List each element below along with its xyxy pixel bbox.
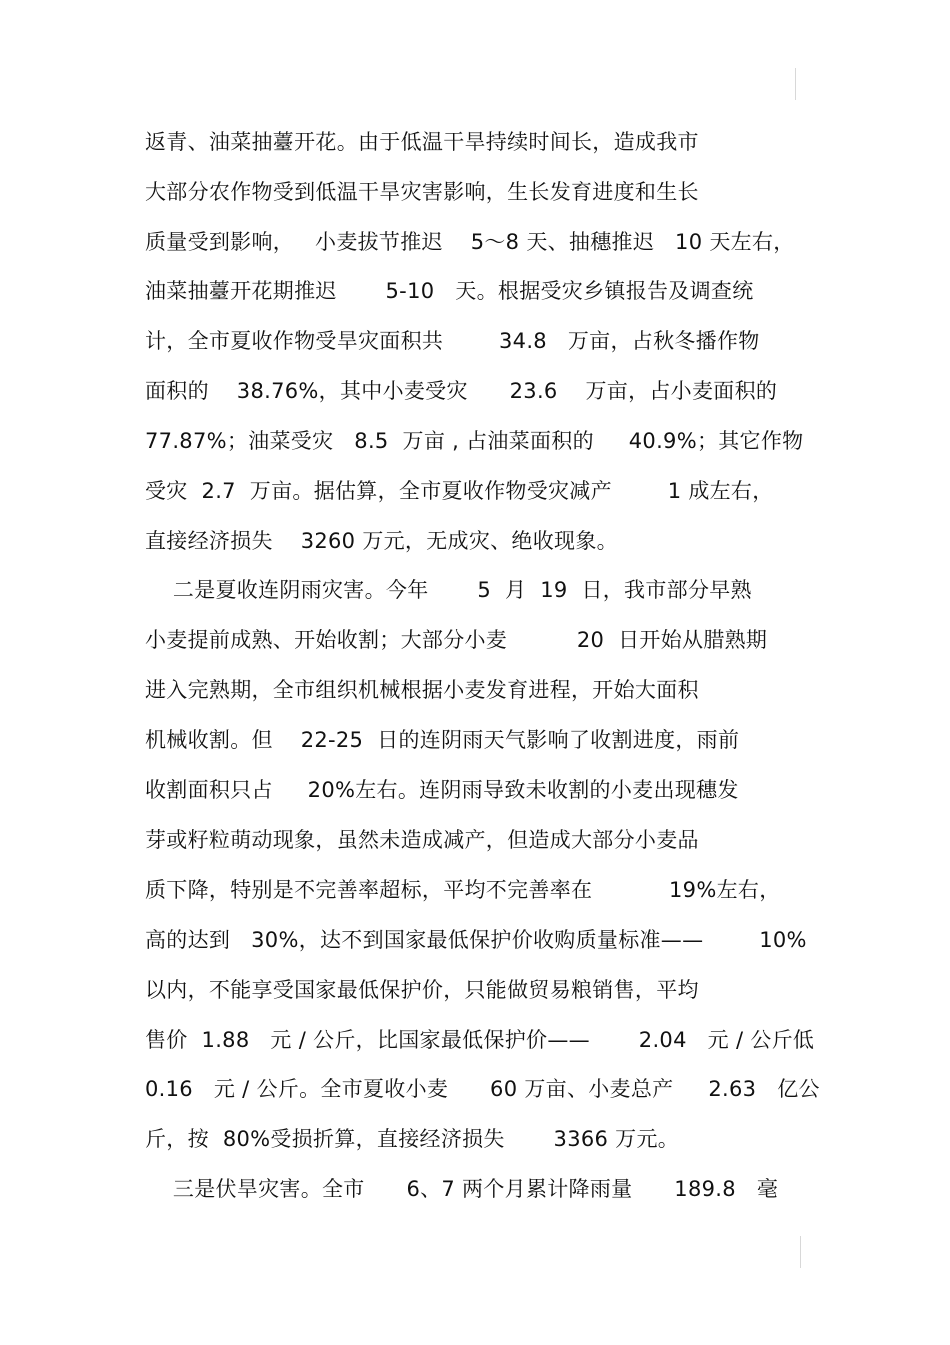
text-line-10: 二是夏收连阴雨灾害。今年 5 月 19 日，我市部分早熟 xyxy=(145,578,752,602)
text-line-3: 质量受到影响， 小麦拔节推迟 5～8 天、抽穗推迟 10 天左右， xyxy=(145,230,795,254)
text-line-16: 质下降，特别是不完善率超标，平均不完善率在 19%左右， xyxy=(145,878,781,902)
corner-mark-bottom xyxy=(800,1236,801,1268)
text-line-20: 0.16 元 / 公斤。全市夏收小麦 60 万亩、小麦总产 2.63 亿公 xyxy=(145,1077,820,1101)
text-line-2: 大部分农作物受到低温干旱灾害影响，生长发育进度和生长 xyxy=(145,180,699,204)
text-line-11: 小麦提前成熟、开始收割；大部分小麦 20 日开始从腊熟期 xyxy=(145,628,768,652)
corner-mark-top xyxy=(795,68,796,100)
text-line-6: 面积的 38.76%，其中小麦受灾 23.6 万亩，占小麦面积的 xyxy=(145,379,778,403)
text-line-12: 进入完熟期，全市组织机械根据小麦发育进程，开始大面积 xyxy=(145,678,699,702)
text-line-19: 售价 1.88 元 / 公斤，比国家最低保护价—— 2.04 元 / 公斤低 xyxy=(145,1028,815,1052)
text-line-22: 三是伏旱灾害。全市 6、7 两个月累计降雨量 189.8 毫 xyxy=(145,1177,779,1201)
text-line-8: 受灾 2.7 万亩。据估算，全市夏收作物受灾减产 1 成左右， xyxy=(145,479,774,503)
text-line-15: 芽或籽粒萌动现象，虽然未造成减产，但造成大部分小麦品 xyxy=(145,828,699,852)
text-line-14: 收割面积只占 20%左右。连阴雨导致未收割的小麦出现穗发 xyxy=(145,778,739,802)
text-line-9: 直接经济损失 3260 万元，无成灾、绝收现象。 xyxy=(145,529,618,553)
text-line-21: 斤，按 80%受损折算，直接经济损失 3366 万元。 xyxy=(145,1127,680,1151)
text-line-18: 以内，不能享受国家最低保护价，只能做贸易粮销售，平均 xyxy=(145,978,699,1002)
text-line-13: 机械收割。但 22-25 日的连阴雨天气影响了收割进度，雨前 xyxy=(145,728,740,752)
text-line-4: 油菜抽薹开花期推迟 5-10 天。根据受灾乡镇报告及调查统 xyxy=(145,279,754,303)
text-line-5: 计，全市夏收作物受旱灾面积共 34.8 万亩，占秋冬播作物 xyxy=(145,329,760,353)
text-line-17: 高的达到 30%，达不到国家最低保护价收购质量标准—— 10% xyxy=(145,928,807,952)
text-line-7: 77.87%；油菜受灾 8.5 万亩 , 占油菜面积的 40.9%；其它作物 xyxy=(145,429,804,453)
text-line-1: 返青、油菜抽薹开花。由于低温干旱持续时间长，造成我市 xyxy=(145,130,699,154)
